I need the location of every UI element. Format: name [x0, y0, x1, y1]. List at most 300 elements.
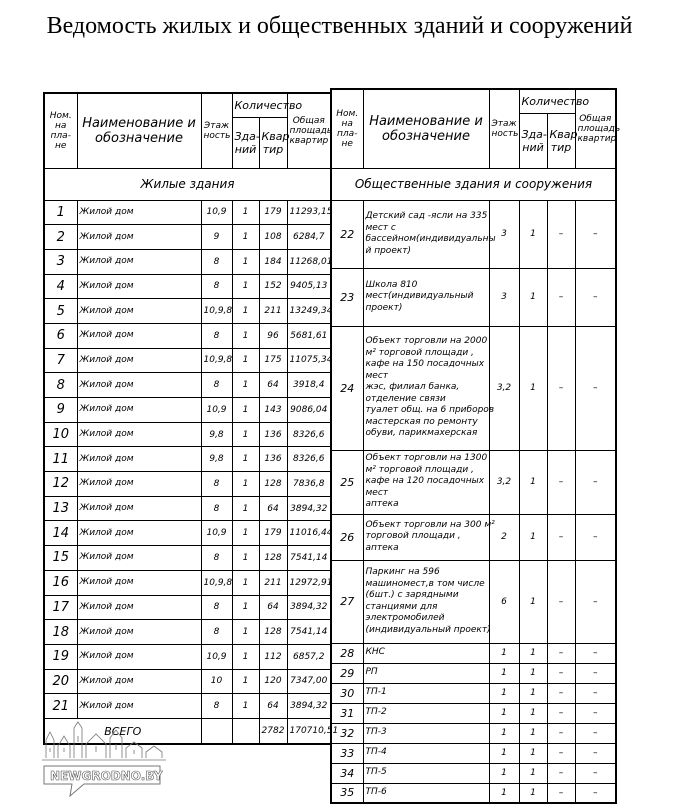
row-name-line: ТП-5: [365, 767, 387, 778]
table-row: [331, 743, 616, 763]
row-buildings: 1: [519, 450, 547, 514]
residential-table: [43, 92, 339, 745]
row-floors: 6: [489, 560, 519, 643]
table-row: [44, 496, 331, 521]
table-row: [44, 274, 331, 299]
row-apartments: 179: [259, 521, 287, 546]
row-num: 28: [331, 643, 363, 663]
row-name: [363, 663, 489, 683]
row-buildings: 1: [232, 348, 259, 373]
row-buildings: 1: [232, 521, 259, 546]
row-buildings: 1: [232, 398, 259, 423]
row-floors: 1: [489, 663, 519, 683]
row-apartments: 136: [259, 447, 287, 472]
row-name: [363, 703, 489, 723]
row-name: Жилой дом: [77, 694, 201, 719]
row-area: –: [575, 703, 616, 723]
row-floors: 1: [489, 643, 519, 663]
row-name-line: Детский сад -ясли на 335: [365, 211, 488, 221]
row-area: 3894,32: [287, 595, 331, 620]
public-buildings-table: [330, 88, 621, 804]
row-area: 13249,34: [287, 299, 331, 324]
row-buildings: 1: [232, 323, 259, 348]
row-name-line: аптека: [365, 542, 399, 553]
row-name: Жилой дом: [77, 620, 201, 645]
row-area: –: [575, 643, 616, 663]
row-area: –: [575, 200, 616, 268]
row-name-line: мест: [365, 487, 389, 498]
row-name: [363, 268, 489, 326]
row-floors: 10,9,8: [201, 570, 232, 595]
total-apartments: 2782: [259, 718, 287, 744]
row-apartments: 128: [259, 620, 287, 645]
row-floors: 8: [201, 249, 232, 274]
logo-text: NEWGRODNO.BY: [50, 769, 163, 783]
row-buildings: 1: [232, 570, 259, 595]
row-name: Жилой дом: [77, 274, 201, 299]
table-row: [331, 683, 616, 703]
row-name-line: мастерская по ремонту: [365, 416, 478, 427]
table-row: [44, 694, 331, 719]
row-name-line: электромобилей: [365, 613, 445, 623]
row-buildings: 1: [232, 225, 259, 250]
row-buildings: 1: [232, 200, 259, 225]
table-row: [44, 200, 331, 225]
row-apartments: 64: [259, 496, 287, 521]
table-row: [44, 669, 331, 694]
row-apartments: –: [547, 268, 575, 326]
row-name-line: проект): [365, 302, 403, 313]
row-num: 31: [331, 703, 363, 723]
row-num: 24: [331, 326, 363, 450]
table-row: [44, 422, 331, 447]
row-area: 9405,13: [287, 274, 331, 299]
row-floors: 10,9: [201, 398, 232, 423]
row-buildings: 1: [232, 694, 259, 719]
row-buildings: 1: [232, 669, 259, 694]
row-num: 18: [44, 620, 77, 645]
row-floors: 8: [201, 620, 232, 645]
row-area: 3894,32: [287, 496, 331, 521]
row-name: Жилой дом: [77, 496, 201, 521]
table-row: [331, 643, 616, 663]
row-apartments: –: [547, 560, 575, 643]
table-row: [44, 472, 331, 497]
row-name: Жилой дом: [77, 472, 201, 497]
row-name: [363, 683, 489, 703]
section-public: Общественные здания и сооружения: [331, 168, 616, 200]
row-num: 26: [331, 514, 363, 560]
row-floors: 1: [489, 723, 519, 743]
table-row: [331, 703, 616, 723]
row-name-line: ТП-6: [365, 787, 387, 797]
table-row: [44, 398, 331, 423]
row-num: 29: [331, 663, 363, 683]
row-name-line: РП: [365, 667, 378, 678]
row-floors: 10,9: [201, 521, 232, 546]
row-name: [363, 560, 489, 643]
row-name: [363, 200, 496, 268]
row-buildings: 1: [519, 200, 547, 268]
table-row: [331, 200, 616, 268]
row-apartments: 152: [259, 274, 287, 299]
header-name: Наименование и обозначение: [77, 93, 201, 168]
row-name-line: мест: [365, 370, 389, 381]
row-area: –: [575, 560, 616, 643]
row-area: –: [575, 663, 616, 683]
row-apartments: –: [547, 663, 575, 683]
row-area: 9086,04: [287, 398, 331, 423]
row-buildings: 1: [232, 546, 259, 571]
row-name-line: й проект): [365, 245, 412, 256]
row-name-line: ТП-2: [365, 707, 387, 718]
row-area: 5681,61: [287, 323, 331, 348]
row-apartments: 96: [259, 323, 287, 348]
row-num: 9: [44, 398, 77, 423]
row-num: 16: [44, 570, 77, 595]
row-apartments: –: [547, 723, 575, 743]
header-buildings: Зда- ний: [519, 113, 547, 168]
row-apartments: 112: [259, 644, 287, 669]
row-area: 7541,14: [287, 620, 331, 645]
row-num: 6: [44, 323, 77, 348]
row-name-line: м² торговой площади ,: [365, 347, 474, 358]
row-apartments: 128: [259, 546, 287, 571]
row-num: 2: [44, 225, 77, 250]
row-floors: 10,9: [201, 200, 232, 225]
row-area: –: [575, 326, 616, 450]
row-floors: 3,2: [489, 326, 519, 450]
header-count: Количество: [232, 93, 287, 117]
header-floors: Этаж ность: [201, 93, 232, 168]
row-name-line: туалет общ. на 6 приборов: [365, 405, 495, 416]
table-row: [44, 570, 331, 595]
row-name: Жилой дом: [77, 447, 201, 472]
row-buildings: 1: [519, 514, 547, 560]
table-row: [331, 268, 616, 326]
row-name: [363, 783, 489, 803]
row-num: 34: [331, 763, 363, 783]
table-row: [44, 225, 331, 250]
row-buildings: 1: [519, 560, 547, 643]
row-name-line: мест(индивидуальный: [365, 291, 474, 302]
row-apartments: 64: [259, 373, 287, 398]
row-area: –: [575, 763, 616, 783]
row-num: 19: [44, 644, 77, 669]
row-name: Жилой дом: [77, 299, 201, 324]
row-num: 15: [44, 546, 77, 571]
document-title: Ведомость жилых и общественных зданий и сооружений: [46, 13, 633, 39]
row-buildings: 1: [519, 683, 547, 703]
row-name: Жилой дом: [77, 200, 201, 225]
row-name: [363, 326, 495, 450]
row-area: 11075,34: [287, 348, 331, 373]
row-num: 27: [331, 560, 363, 643]
row-name: Жилой дом: [77, 348, 201, 373]
row-name-line: станциями для: [365, 601, 438, 612]
row-floors: 1: [489, 703, 519, 723]
row-floors: 8: [201, 373, 232, 398]
row-name-line: жэс, филиал банка,: [365, 382, 460, 393]
row-buildings: 1: [519, 268, 547, 326]
row-name-line: кафе на 120 посадочных: [365, 476, 485, 487]
row-apartments: –: [547, 703, 575, 723]
public-rows: [331, 200, 616, 803]
row-area: –: [575, 783, 616, 803]
row-buildings: 1: [519, 643, 547, 663]
row-apartments: –: [547, 450, 575, 514]
row-num: 8: [44, 373, 77, 398]
row-num: 13: [44, 496, 77, 521]
row-buildings: 1: [519, 763, 547, 783]
row-apartments: 64: [259, 694, 287, 719]
row-num: 11: [44, 447, 77, 472]
header-num: Ном. на пла- не: [331, 89, 363, 168]
row-buildings: 1: [519, 723, 547, 743]
row-name: [363, 763, 489, 783]
table-row: [331, 723, 616, 743]
row-buildings: 1: [232, 595, 259, 620]
row-name: [363, 743, 489, 763]
row-name: [363, 723, 489, 743]
table-row: [44, 620, 331, 645]
row-apartments: –: [547, 326, 575, 450]
row-num: 22: [331, 200, 363, 268]
table-row: [331, 560, 616, 643]
table-row: [44, 373, 331, 398]
total-area: 170710,51: [287, 718, 331, 744]
row-apartments: 179: [259, 200, 287, 225]
row-buildings: 1: [519, 663, 547, 683]
row-apartments: –: [547, 200, 575, 268]
row-buildings: 1: [519, 703, 547, 723]
header-floors: Этаж ность: [489, 89, 519, 168]
row-name: Жилой дом: [77, 323, 201, 348]
row-num: 32: [331, 723, 363, 743]
row-area: –: [575, 743, 616, 763]
row-buildings: 1: [232, 249, 259, 274]
header-area: Общая площадь квартир: [575, 89, 616, 168]
row-apartments: 211: [259, 570, 287, 595]
row-buildings: 1: [232, 447, 259, 472]
row-name-line: аптека: [365, 499, 399, 510]
total-label: ВСЕГО: [44, 718, 201, 744]
row-num: 33: [331, 743, 363, 763]
row-floors: 10,9: [201, 644, 232, 669]
row-name-line: ТП-1: [365, 687, 387, 698]
table-row: [44, 447, 331, 472]
row-num: 17: [44, 595, 77, 620]
row-apartments: 143: [259, 398, 287, 423]
header-num: Ном. на пла- не: [44, 93, 77, 168]
row-area: –: [575, 268, 616, 326]
row-name-line: кафе на 150 посадочных: [365, 359, 485, 370]
row-name: Жилой дом: [77, 546, 201, 571]
row-num: 3: [44, 249, 77, 274]
row-name-line: Школа 810: [365, 279, 418, 290]
row-area: 11268,01: [287, 249, 331, 274]
row-num: 7: [44, 348, 77, 373]
section-residential: Жилые здания: [44, 168, 331, 200]
header-buildings: Зда- ний: [232, 117, 259, 168]
row-area: 11293,15: [287, 200, 331, 225]
table-row: [331, 663, 616, 683]
row-buildings: 1: [232, 496, 259, 521]
row-name-line: мест с: [365, 222, 396, 233]
table-row: [44, 644, 331, 669]
row-buildings: 1: [232, 620, 259, 645]
row-num: 23: [331, 268, 363, 326]
row-floors: 8: [201, 694, 232, 719]
table-row: [44, 249, 331, 274]
row-floors: 8: [201, 274, 232, 299]
row-area: 7347,00: [287, 669, 331, 694]
row-floors: 8: [201, 496, 232, 521]
table-row: [44, 546, 331, 571]
header-apartments: Квар тир: [547, 113, 575, 168]
row-name: [363, 514, 495, 560]
header-name: Наименование и обозначение: [363, 89, 489, 168]
row-name-line: (индивидуальный проект): [365, 624, 491, 635]
row-area: 7541,14: [287, 546, 331, 571]
row-floors: 8: [201, 472, 232, 497]
row-apartments: –: [547, 683, 575, 703]
row-name-line: КНС: [365, 647, 385, 658]
row-buildings: 1: [519, 783, 547, 803]
row-name-line: Паркинг на 596: [365, 567, 440, 577]
row-num: 10: [44, 422, 77, 447]
table-row: [44, 521, 331, 546]
row-area: 3894,32: [287, 694, 331, 719]
row-name-line: м² торговой площади ,: [365, 464, 474, 475]
row-num: 1: [44, 200, 77, 225]
row-floors: 9: [201, 225, 232, 250]
row-floors: 9,8: [201, 447, 232, 472]
table-row: [331, 763, 616, 783]
row-name: Жилой дом: [77, 644, 201, 669]
row-floors: 2: [489, 514, 519, 560]
row-buildings: 1: [232, 644, 259, 669]
row-floors: 8: [201, 595, 232, 620]
table-row: [331, 450, 616, 514]
table-row: [331, 783, 616, 803]
row-name-line: обуви, парикмахерская: [365, 428, 478, 439]
row-num: 25: [331, 450, 363, 514]
row-name-line: Объект торговли на 1300: [365, 453, 488, 464]
row-name-line: отделение связи: [365, 393, 446, 404]
row-name: Жилой дом: [77, 249, 201, 274]
header-count: Количество: [519, 89, 575, 113]
row-area: 11016,44: [287, 521, 331, 546]
row-floors: 1: [489, 743, 519, 763]
row-num: 14: [44, 521, 77, 546]
table-row: [44, 595, 331, 620]
row-name: Жилой дом: [77, 398, 201, 423]
row-num: 20: [44, 669, 77, 694]
row-name-line: ТП-4: [365, 747, 387, 758]
row-floors: 1: [489, 683, 519, 703]
row-num: 21: [44, 694, 77, 719]
row-apartments: 108: [259, 225, 287, 250]
row-name: Жилой дом: [77, 521, 201, 546]
row-floors: 10,9,8: [201, 299, 232, 324]
row-apartments: –: [547, 763, 575, 783]
row-name: Жилой дом: [77, 669, 201, 694]
row-name-line: (6шт.) с зарядными: [365, 590, 459, 600]
row-name: Жилой дом: [77, 595, 201, 620]
residential-rows: [44, 200, 331, 718]
table-row: [331, 326, 616, 450]
row-buildings: 1: [232, 373, 259, 398]
header-area: Общая площадь квартир: [287, 93, 331, 168]
row-area: 3918,4: [287, 373, 331, 398]
row-buildings: 1: [232, 472, 259, 497]
row-floors: 1: [489, 783, 519, 803]
row-area: 8326,6: [287, 447, 331, 472]
row-apartments: 175: [259, 348, 287, 373]
row-area: –: [575, 450, 616, 514]
row-area: 7836,8: [287, 472, 331, 497]
row-apartments: –: [547, 643, 575, 663]
row-floors: 10,9,8: [201, 348, 232, 373]
row-num: 5: [44, 299, 77, 324]
row-buildings: 1: [232, 274, 259, 299]
row-name: Жилой дом: [77, 570, 201, 595]
row-area: 6857,2: [287, 644, 331, 669]
row-floors: 8: [201, 546, 232, 571]
row-floors: 3,2: [489, 450, 519, 514]
row-name-line: торговой площади ,: [365, 531, 461, 542]
row-buildings: 1: [232, 299, 259, 324]
row-apartments: 136: [259, 422, 287, 447]
row-apartments: 128: [259, 472, 287, 497]
row-buildings: 1: [519, 326, 547, 450]
row-floors: 8: [201, 323, 232, 348]
row-buildings: 1: [519, 743, 547, 763]
row-num: 4: [44, 274, 77, 299]
row-apartments: –: [547, 783, 575, 803]
table-row: [44, 348, 331, 373]
row-area: –: [575, 723, 616, 743]
row-name: Жилой дом: [77, 422, 201, 447]
row-name-line: Объект торговли на 2000: [365, 336, 488, 347]
row-name: [363, 643, 489, 663]
row-name: Жилой дом: [77, 225, 201, 250]
row-area: 6284,7: [287, 225, 331, 250]
row-name-line: бассейном(индивидуальны: [365, 234, 496, 244]
table-row: [44, 323, 331, 348]
row-buildings: 1: [232, 422, 259, 447]
row-num: 30: [331, 683, 363, 703]
row-name-line: машиномест,в том числе: [365, 578, 485, 589]
header-apartments: Квар тир: [259, 117, 287, 168]
table-row: [331, 514, 616, 560]
row-num: 35: [331, 783, 363, 803]
row-apartments: 64: [259, 595, 287, 620]
row-area: 12972,91: [287, 570, 331, 595]
newgrodno-logo: [40, 718, 170, 806]
row-apartments: 184: [259, 249, 287, 274]
row-floors: 3: [489, 200, 519, 268]
row-apartments: –: [547, 514, 575, 560]
row-num: 12: [44, 472, 77, 497]
row-floors: 9,8: [201, 422, 232, 447]
row-name-line: ТП-3: [365, 727, 387, 738]
table-row: [44, 299, 331, 324]
row-name-line: Объект торговли на 300 м²: [365, 519, 495, 530]
row-name: [363, 450, 489, 514]
row-floors: 10: [201, 669, 232, 694]
